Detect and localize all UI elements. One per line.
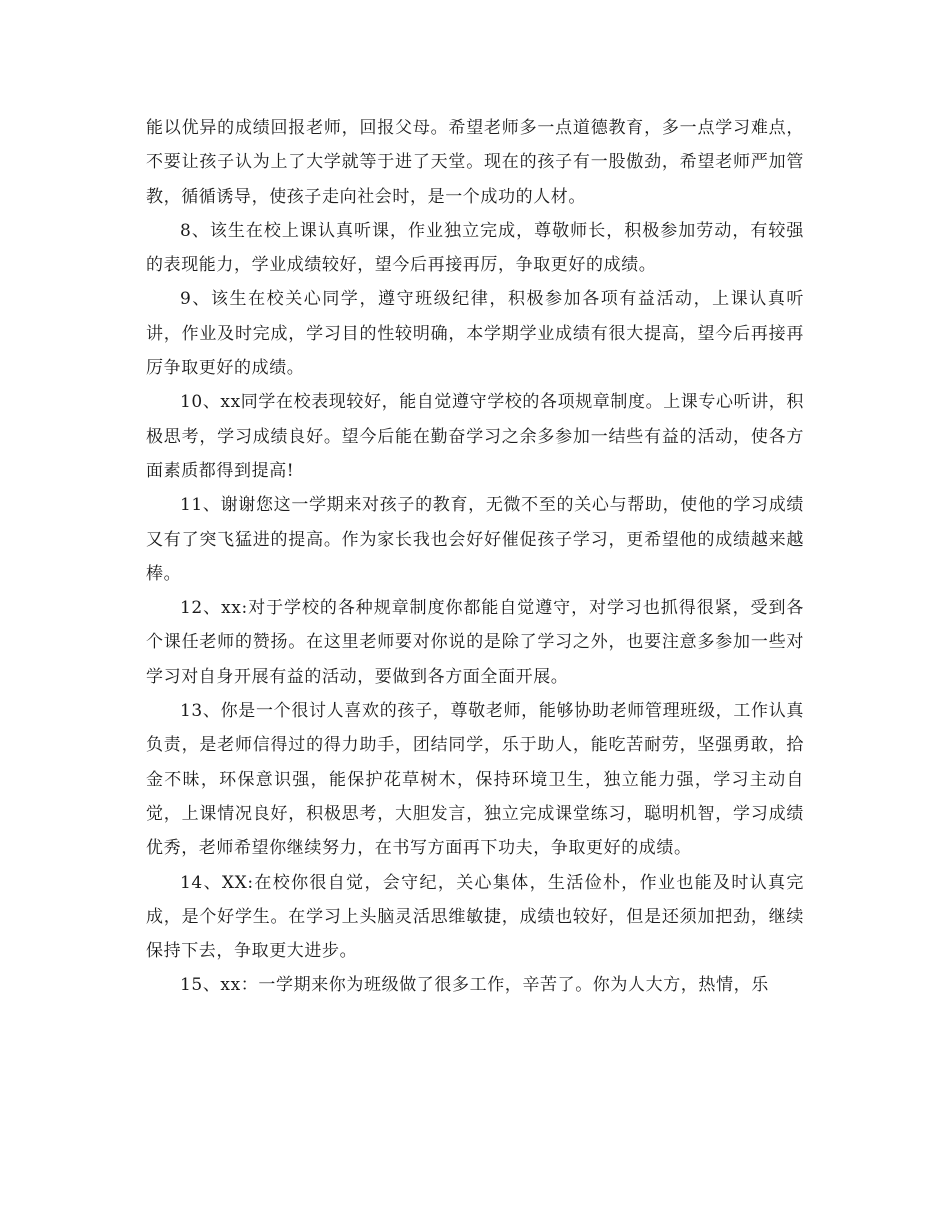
paragraph-continuation: 能以优异的成绩回报老师，回报父母。希望老师多一点道德教育，多一点学习难点，不要让孩子认为上了大学就等于进了天堂。现在的孩子有一股傲劲，希望老师严加管教，循循诱导，使孩子走向社会时，是一个成功的人材。	[146, 118, 804, 207]
paragraph-comment-12: 12、xx:对于学校的各种规章制度你都能自觉遵守，对学习也抓得很紧，受到各个课任老师的赞扬。在这里老师要对你说的是除了学习之外，也要注意多参加一些对学习对自身开展有益的活动，要做到各方面全面开展。	[146, 598, 804, 687]
paragraph-comment-15: 15、xx：一学期来你为班级做了很多工作，辛苦了。你为人大方，热情，乐	[180, 975, 769, 996]
paragraph-comment-14: 14、XX:在校你很自觉，会守纪，关心集体，生活俭朴，作业也能及时认真完成，是个好学生。在学习上头脑灵活思维敏捷，成绩也较好，但是还须加把劲，继续保持下去，争取更大进步。	[146, 872, 804, 962]
paragraph-comment-13: 13、你是一个很讨人喜欢的孩子，尊敬老师，能够协助老师管理班级，工作认真负责，是老师信得过的得力助手，团结同学，乐于助人，能吃苦耐劳，坚强勇敢，拾金不昧，环保意识强，能保护花草树木，保持环境卫生，独立能力强，学习主动自觉，上课情况良好，积极思考，大胆发言，独立完成课堂练习，聪明机智，学习成绩优秀，老师希望你继续努力，在书写方面再下功夫，争取更好的成绩。	[146, 701, 804, 859]
paragraph-comment-9: 9、该生在校关心同学，遵守班级纪律，积极参加各项有益活动，上课认真听讲，作业及时完成，学习目的性较明确，本学期学业成绩有很大提高，望今后再接再厉争取更好的成绩。	[146, 289, 804, 379]
paragraph-comment-8: 8、该生在校上课认真听课，作业独立完成，尊敬师长，积极参加劳动，有较强的表现能力，学业成绩较好，望今后再接再厉，争取更好的成绩。	[146, 220, 804, 276]
paragraph-comment-11: 11、谢谢您这一学期来对孩子的教育，无微不至的关心与帮助，使他的学习成绩又有了突飞猛进的提高。作为家长我也会好好催促孩子学习，更希望他的成绩越来越棒。	[146, 495, 804, 584]
document-body	[146, 111, 804, 1003]
paragraph-comment-10: 10、xx同学在校表现较好，能自觉遵守学校的各项规章制度。上课专心听讲，积极思考，学习成绩良好。望今后能在勤奋学习之余多参加一结些有益的活动，使各方面素质都得到提高!	[146, 392, 805, 481]
